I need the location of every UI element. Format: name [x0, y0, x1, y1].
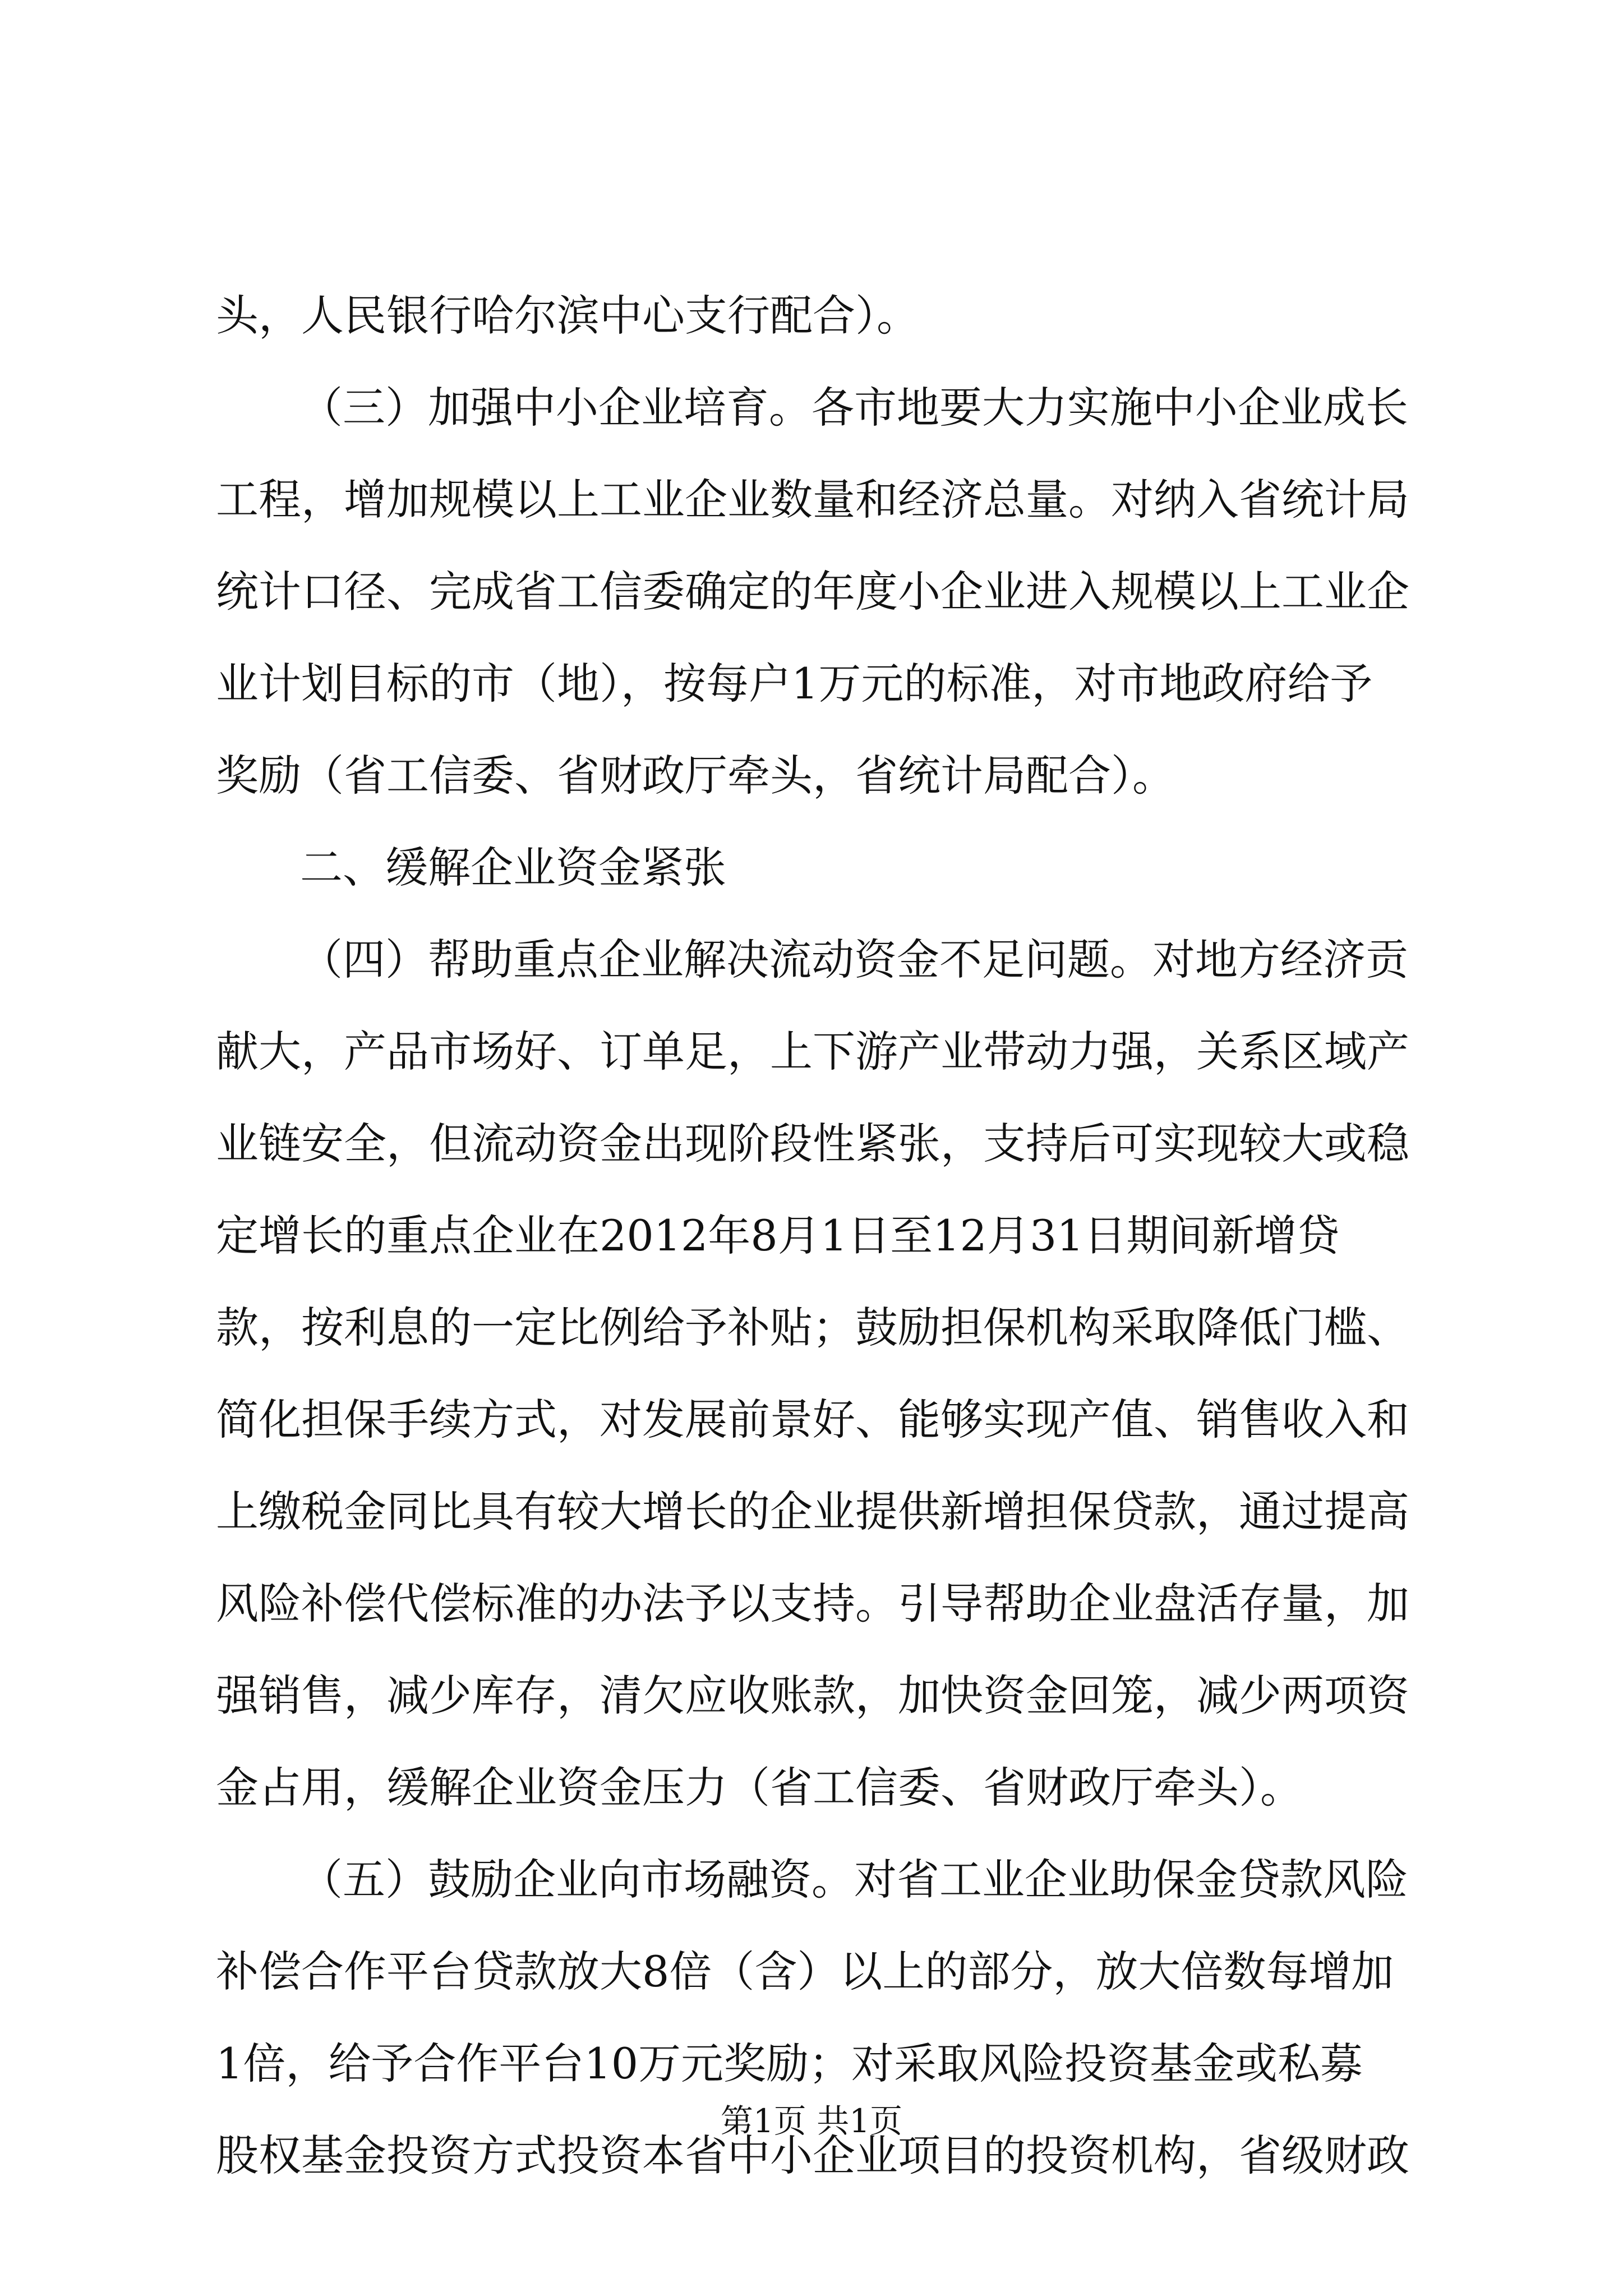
text-line: 强销售，减少库存，清欠应收账款，加快资金回笼，减少两项资 — [216, 1671, 1409, 1720]
text-line: （四）帮助重点企业解决流动资金不足问题。对地方经济贡 — [300, 935, 1408, 984]
text-line: 简化担保手续方式，对发展前景好、能够实现产值、销售收入和 — [216, 1395, 1409, 1444]
text-line: 工程，增加规模以上工业企业数量和经济总量。对纳入省统计局 — [216, 475, 1409, 524]
text-line: 头，人民银行哈尔滨中心支行配合）。 — [216, 291, 919, 341]
text-line: 业链安全，但流动资金出现阶段性紧张，支持后可实现较大或稳 — [216, 1119, 1409, 1168]
text-line: 股权基金投资方式投资本省中小企业项目的投资机构，省级财政 — [216, 2131, 1409, 2180]
text-line: 款，按利息的一定比例给予补贴；鼓励担保机构采取降低门槛、 — [216, 1303, 1409, 1352]
text-line: 上缴税金同比具有较大增长的企业提供新增担保贷款，通过提高 — [216, 1487, 1409, 1536]
text-line: 业计划目标的市（地），按每户1万元的标准，对市地政府给予 — [216, 659, 1373, 708]
text-line: （三）加强中小企业培育。各市地要大力实施中小企业成长 — [300, 383, 1408, 432]
text-line: 献大，产品市场好、订单足，上下游产业带动力强，关系区域产 — [216, 1027, 1409, 1076]
page-footer: 第1页 共1页 — [720, 2102, 903, 2140]
text-line: 统计口径、完成省工信委确定的年度小企业进入规模以上工业企 — [216, 567, 1409, 616]
section-heading: 二、缓解企业资金紧张 — [300, 843, 726, 892]
text-line: 风险补偿代偿标准的办法予以支持。引导帮助企业盘活存量，加 — [216, 1579, 1409, 1628]
text-line: （五）鼓励企业向市场融资。对省工业企业助保金贷款风险 — [300, 1855, 1408, 1904]
text-line: 补偿合作平台贷款放大8倍（含）以上的部分，放大倍数每增加 — [216, 1947, 1394, 1996]
text-line: 金占用，缓解企业资金压力（省工信委、省财政厅牵头）。 — [216, 1763, 1303, 1812]
text-line: 1倍，给予合作平台10万元奖励；对采取风险投资基金或私募 — [216, 2039, 1363, 2088]
text-line: 奖励（省工信委、省财政厅牵头，省统计局配合）。 — [216, 751, 1175, 800]
document-body — [216, 292, 1407, 2224]
text-line: 定增长的重点企业在2012年8月1日至12月31日期间新增贷 — [216, 1211, 1340, 1260]
